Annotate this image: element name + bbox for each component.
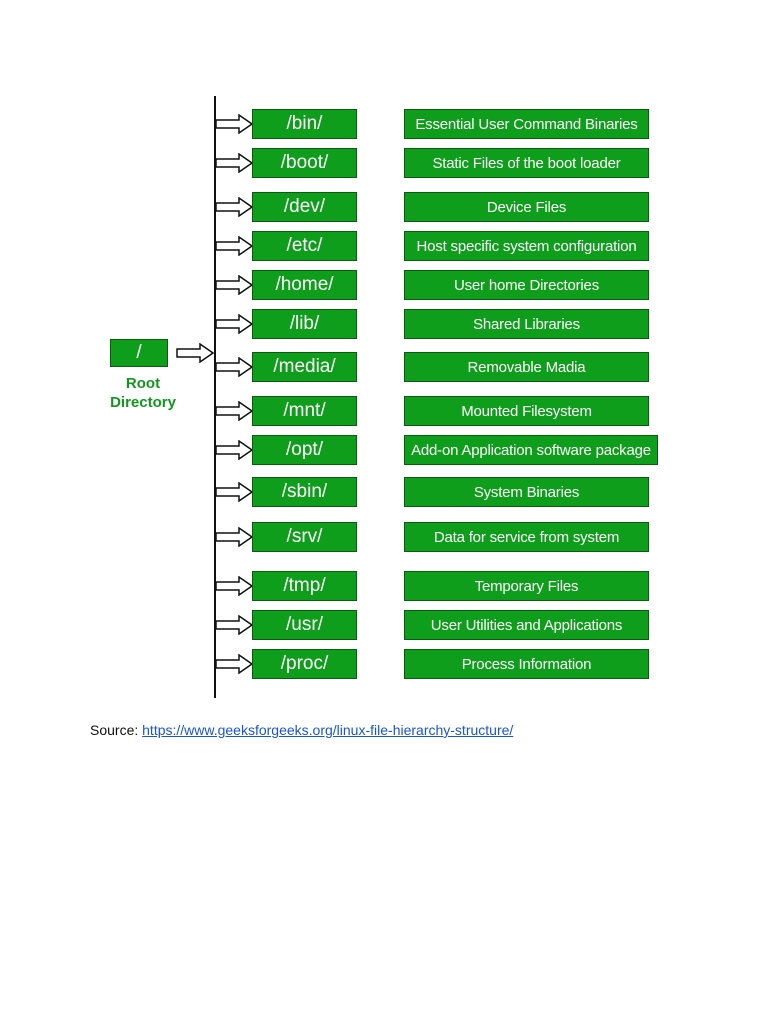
directory-box <box>252 649 357 679</box>
directory-description-box <box>404 352 649 382</box>
branch-arrow-icon <box>215 576 253 596</box>
directory-name: /boot/ <box>280 152 329 173</box>
directory-box <box>252 477 357 507</box>
directory-box <box>252 435 357 465</box>
root-directory-box <box>110 339 168 367</box>
directory-description: Data for service from system <box>433 528 620 546</box>
directory-description: Removable Madia <box>467 358 586 376</box>
directory-box <box>252 396 357 426</box>
directory-name: /dev/ <box>283 196 326 217</box>
directory-name: /opt/ <box>286 439 323 460</box>
directory-name: /media/ <box>273 356 336 377</box>
directory-box <box>252 192 357 222</box>
directory-name: /usr/ <box>286 614 323 635</box>
branch-arrow-icon <box>215 527 253 547</box>
branch-arrow-icon <box>215 314 253 334</box>
directory-name: /srv/ <box>286 526 323 547</box>
directory-box <box>252 352 357 382</box>
directory-description: Device Files <box>486 198 567 216</box>
directory-description-box <box>404 610 649 640</box>
directory-description: User Utilities and Applications <box>430 616 623 634</box>
branch-arrow-icon <box>215 236 253 256</box>
branch-arrow-icon <box>215 275 253 295</box>
directory-box <box>252 148 357 178</box>
directory-box <box>252 571 357 601</box>
directory-box <box>252 522 357 552</box>
directory-description: Add-on Application software package <box>411 441 651 459</box>
directory-name: /etc/ <box>286 235 323 256</box>
root-directory-label: / <box>136 342 142 363</box>
directory-description-box <box>404 649 649 679</box>
directory-name: /bin/ <box>286 113 323 134</box>
directory-description: Mounted Filesystem <box>461 402 592 420</box>
directory-name: /tmp/ <box>283 575 326 596</box>
directory-description: Static Files of the boot loader <box>432 154 621 172</box>
directory-name: /sbin/ <box>281 481 328 502</box>
root-arrow-icon <box>176 343 214 363</box>
branch-arrow-icon <box>215 114 253 134</box>
directory-description-box <box>404 148 649 178</box>
branch-arrow-icon <box>215 482 253 502</box>
directory-description-box <box>404 231 649 261</box>
directory-description: Shared Libraries <box>473 315 580 333</box>
branch-arrow-icon <box>215 357 253 377</box>
directory-description-box <box>404 522 649 552</box>
directory-name: /mnt/ <box>283 400 326 421</box>
directory-name: /lib/ <box>289 313 320 334</box>
branch-arrow-icon <box>215 654 253 674</box>
directory-description-box <box>404 192 649 222</box>
directory-description: Host specific system configuration <box>416 237 637 255</box>
branch-arrow-icon <box>215 440 253 460</box>
directory-description: System Binaries <box>473 483 580 501</box>
source-label: Source: <box>90 722 143 738</box>
directory-box <box>252 610 357 640</box>
directory-description: Temporary Files <box>474 577 579 595</box>
branch-arrow-icon <box>215 401 253 421</box>
directory-box <box>252 270 357 300</box>
directory-name: /proc/ <box>280 653 329 674</box>
directory-description-box <box>404 477 649 507</box>
directory-description-box <box>404 435 658 465</box>
directory-description: User home Directories <box>453 276 599 294</box>
directory-description-box <box>404 270 649 300</box>
source-citation <box>90 722 513 738</box>
directory-box <box>252 309 357 339</box>
directory-description-box <box>404 396 649 426</box>
branch-arrow-icon <box>215 197 253 217</box>
directory-name: /home/ <box>275 274 334 295</box>
directory-description-box <box>404 109 649 139</box>
branch-arrow-icon <box>215 153 253 173</box>
root-directory-caption: Root Directory <box>110 375 176 411</box>
source-link[interactable]: https://www.geeksforgeeks.org/linux-file-hierarchy-structure/ <box>142 722 514 738</box>
directory-description-box <box>404 571 649 601</box>
hierarchy-trunk-line <box>214 96 216 698</box>
branch-arrow-icon <box>215 615 253 635</box>
directory-box <box>252 109 357 139</box>
directory-description: Process Information <box>461 655 592 673</box>
directory-box <box>252 231 357 261</box>
directory-description-box <box>404 309 649 339</box>
directory-description: Essential User Command Binaries <box>415 115 638 133</box>
